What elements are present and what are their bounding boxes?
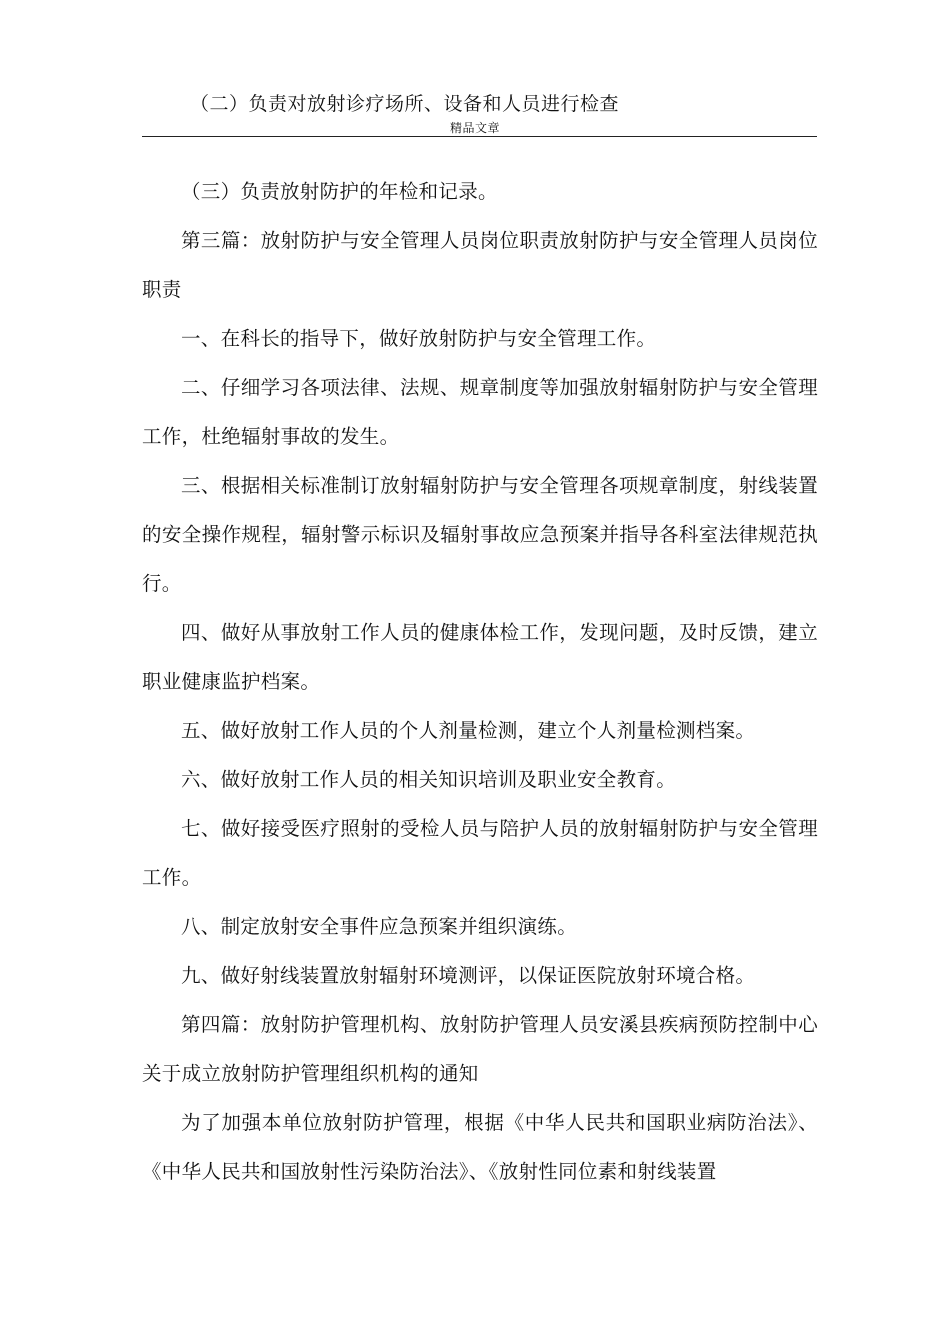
duty-item-8: 八、制定放射安全事件应急预案并组织演练。 [181,915,578,938]
paragraph-item-3: （三）负责放射防护的年检和记录。 [181,180,498,203]
page-header-label: 精品文章 [449,121,500,135]
carryover-line: （二）负责对放射诊疗场所、设备和人员进行检查 [190,93,620,115]
duty-item-9: 九、做好射线装置放射辐射环境测评，以保证医院放射环境合格。 [181,964,756,987]
chapter-heading-3: 第三篇：放射防护与安全管理人员岗位职责放射防护与安全管理人员岗位职责 [142,229,818,301]
chapter-heading-4: 第四篇：放射防护管理机构、放射防护管理人员安溪县疾病预防控制中心关于成立放射防护管理组织机构的通知 [142,1013,818,1085]
duty-item-1: 一、在科长的指导下，做好放射防护与安全管理工作。 [181,327,657,350]
duty-item-5: 五、做好放射工作人员的个人剂量检测，建立个人剂量检测档案。 [181,719,756,742]
duty-item-3: 三、根据相关标准制订放射辐射防护与安全管理各项规章制度，射线装置的安全操作规程，辐射警示标识及辐射事故应急预案并指导各科室法律规范执行。 [142,474,818,595]
duty-item-7: 七、做好接受医疗照射的受检人员与陪护人员的放射辐射防护与安全管理工作。 [142,817,818,889]
duty-item-4: 四、做好从事放射工作人员的健康体检工作，发现问题，及时反馈，建立职业健康监护档案。 [142,621,818,693]
header-divider [142,136,817,137]
duty-item-6: 六、做好放射工作人员的相关知识培训及职业安全教育。 [181,768,677,791]
duty-item-2: 二、仔细学习各项法律、法规、规章制度等加强放射辐射防护与安全管理工作，杜绝辐射事故的发生。 [142,376,818,448]
document-body [142,167,818,1196]
notice-paragraph: 为了加强本单位放射防护管理，根据《中华人民共和国职业病防治法》、《中华人民共和国放射性污染防治法》、《放射性同位素和射线装置 [142,1111,818,1183]
